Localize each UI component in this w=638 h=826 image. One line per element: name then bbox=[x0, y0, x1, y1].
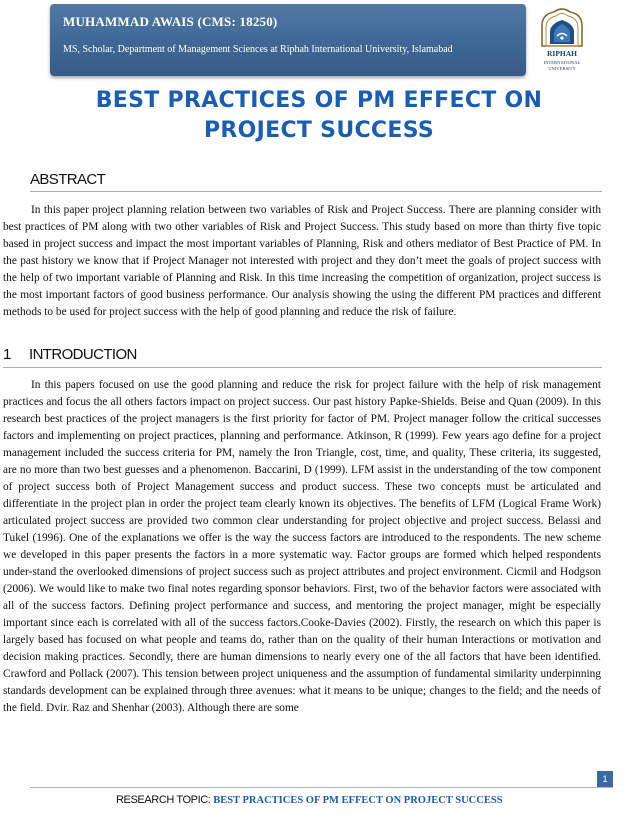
paper-title-line-1: BEST PRACTICES OF PM EFFECT ON bbox=[95, 88, 543, 113]
author-affiliation: MS, Scholar, Department of Management Sciences at Riphah International University, Islamabad bbox=[63, 44, 453, 55]
page-number: 1 bbox=[597, 771, 613, 787]
abstract-heading: ABSTRACT bbox=[30, 171, 106, 188]
footer-topic: BEST PRACTICES OF PM EFFECT ON PROJECT SUCCESS bbox=[213, 795, 503, 806]
svg-text:INTERNATIONAL: INTERNATIONAL bbox=[543, 60, 581, 65]
footer-rule bbox=[30, 787, 613, 788]
section-number: 1 bbox=[3, 346, 11, 363]
author-name: MUHAMMAD AWAIS (CMS: 18250) bbox=[63, 14, 278, 29]
paper-title bbox=[0, 86, 638, 146]
abstract-body: In this paper project planning relation between two variables of Risk and Project Success. There are planning consider with best practices of PM along with two other variables of Risk and Project Success. This study based on more than thirty five topic based in project success and impact the most important variables of Planning, Risk and others mediator of Best Practice of PM. In the past history we know that if Project Manager not interested with project and they don’t meet the goals of project success with the help of two important variable of Planning and Risk. In this time increasing the competition of organization, project success is the most important factors of good business performance. Our analysis showing the using the different PM practices and different methods to be used for project success with the help of good planning and reduce the risk of failure. bbox=[3, 204, 601, 318]
introduction-heading-label: INTRODUCTION bbox=[29, 346, 137, 363]
introduction-rule bbox=[3, 367, 602, 368]
abstract-rule bbox=[30, 191, 602, 192]
university-logo bbox=[536, 6, 588, 78]
footer-label: RESEARCH TOPIC: bbox=[116, 794, 211, 806]
introduction-body: In this papers focused on use the good planning and reduce the risk for project failure with the help of risk management practices and focus the all others factors impact on project success. Our past history Papke-Shields. Beise and Quan (2009). In this research best practices of the project managers is the first priority for factor of PM. Project manager follow the critical successes factors and implementing on project practices, planning and performance. Atkinson, R (1999). Few years ago define for a project management included the success criteria for PM, namely the Iron Triangle, cost, time, and quality, These criteria, its suggested, are no more than two best guesses and a phenomenon. Baccarini, D (1999). LFM assist in the understanding of the tow component of project success both of Project Management success and product success. These two concepts must be articulated and differentiate in the project plan in order the project team clearly known its objectives. The benefits of LFM (Logical Frame Work) articulated project success are provided two common clear understanding for project objective and project success. Belassi and Tukel (1996). One of the explanations we offer is the way the success factors are introduced to the respondents. The new scheme we developed in this paper presents the factors in a more systematic way. Factor groups are formed which helped respondents under-stand the overlooked dimensions of project success such as project attributes and project environment. Cicmil and Hodgson (2006). We would like to make two final notes regarding sponsor behaviors. First, two of the behavior factors were associated with all of the success factors. Defining project performance and success, and mentoring the project manager, might be especially important since each is correlated with all of the success factors.Cooke-Davies (2002). Firstly, the research on which this paper is largely based has focused on what people and teams do, rather than on the quality of their human Interactions or motivation and decision making practices. Secondly, there are human dimensions to nearly every one of the all factors that have been identified. Crawford and Pollack (2007). This tension between project uniqueness and the assumption of fundamental similarity underpinning standards development can be explained through three avenues: what it means to be unique; changes to the field; and the needs of the field. Dvir. Raz and Shenhar (2003). Although there are some bbox=[3, 379, 601, 714]
svg-text:UNIVERSITY: UNIVERSITY bbox=[548, 66, 576, 71]
paper-title-line-2: PROJECT SUCCESS bbox=[203, 118, 435, 143]
introduction-heading bbox=[3, 346, 137, 363]
svg-text:RIPHAH: RIPHAH bbox=[547, 49, 577, 58]
author-banner bbox=[50, 4, 526, 76]
footer bbox=[116, 794, 503, 806]
